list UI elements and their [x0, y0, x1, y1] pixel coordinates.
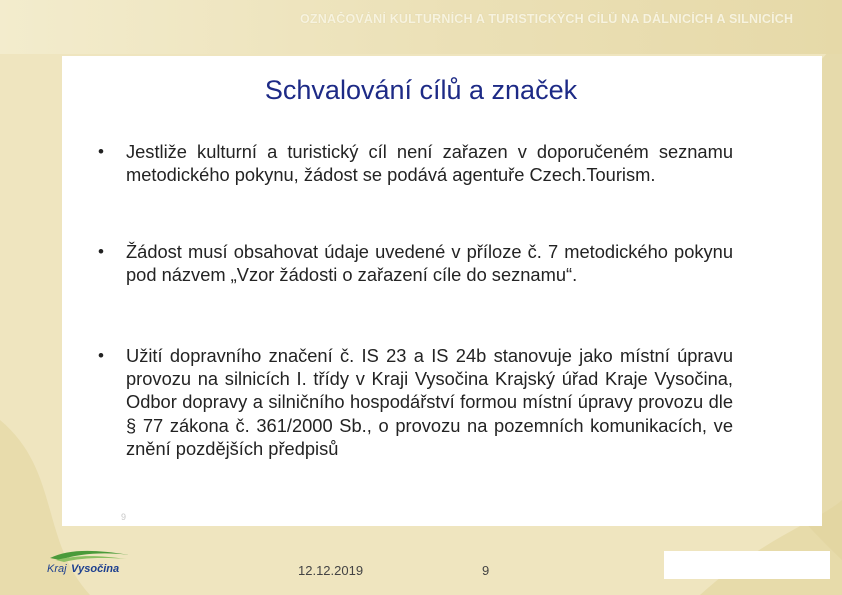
svg-text:Vysočina: Vysočina	[71, 563, 120, 575]
bullet-marker: •	[98, 142, 104, 161]
bullet-text: Žádost musí obsahovat údaje uvedené v příloze č. 7 metodického pokynu pod názvem „Vzor žádosti o zařazení cíle do seznamu“.	[126, 241, 733, 286]
bullet-text: Užití dopravního značení č. IS 23 a IS 24b stanovuje jako místní úpravu provozu na silnicích I. třídy v Kraji Vysočina Krajský úřad Kraje Vysočina, Odbor dopravy a silničního hospodářství formou místní úpravy provozu dle § 77 zákona č. 361/2000 Sb., o provozu na pozemních komunikacích, ve znění pozdějších předpisů	[126, 345, 733, 459]
bullet-marker: •	[98, 242, 104, 261]
bullet-marker: •	[98, 346, 104, 365]
footer-page-number: 9	[482, 563, 490, 578]
bullet-text: Jestliže kulturní a turistický cíl není zařazen v doporučeném seznamu metodického pokynu, žádost se podává agentuře Czech.Tourism.	[126, 141, 733, 186]
small-page-number: 9	[121, 512, 127, 522]
svg-text:Kraj: Kraj	[47, 563, 67, 575]
footer-blank-box	[664, 551, 830, 579]
footer-date: 12.12.2019	[298, 563, 364, 578]
kraj-vysocina-logo	[46, 547, 132, 575]
slide-title: Schvalování cílů a značek	[264, 75, 578, 105]
header-banner	[0, 0, 842, 54]
header-banner-text: OZNAČOVÁNÍ KULTURNÍCH A TURISTICKÝCH CÍLŮ NA DÁLNICÍCH A SILNICÍCH	[300, 12, 794, 26]
